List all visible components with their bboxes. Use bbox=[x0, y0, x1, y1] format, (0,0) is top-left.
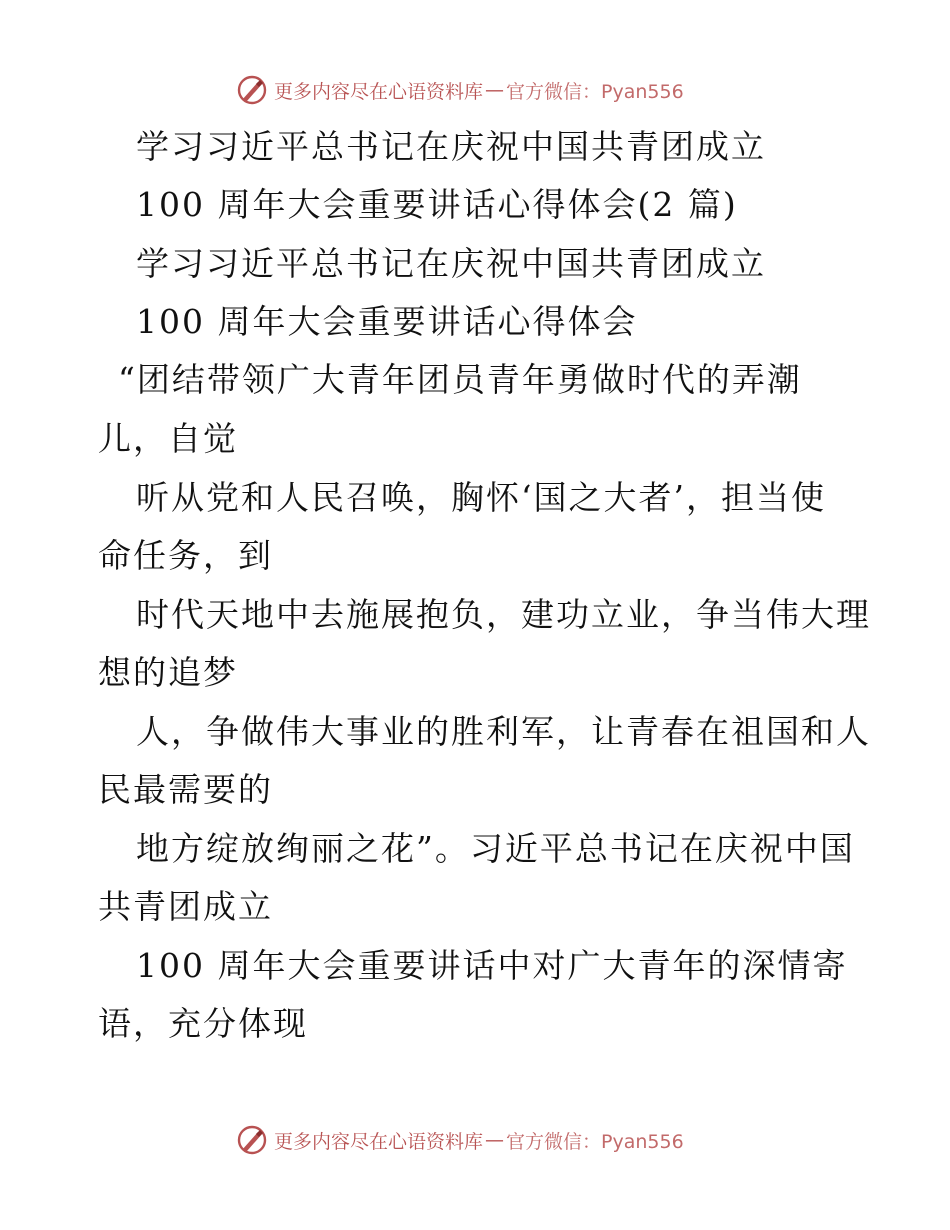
text-line: 地方绽放绚丽之花”。习近平总书记在庆祝中国 bbox=[136, 829, 855, 868]
watermark-text: 更多内容尽在心语资料库 bbox=[274, 1130, 484, 1153]
footer-watermark bbox=[236, 1123, 684, 1157]
text-line: 人，争做伟大事业的胜利军，让青春在祖国和人 bbox=[136, 712, 871, 751]
text-line: 学习习近平总书记在庆祝中国共青团成立 bbox=[136, 127, 766, 166]
text-line: 时代天地中去施展抱负，建功立业，争当伟大理 bbox=[136, 595, 871, 634]
quill-logo-icon bbox=[236, 1124, 268, 1156]
text-line: 民最需要的 bbox=[98, 770, 273, 809]
watermark-wechat: 官方微信：Pyan556 bbox=[506, 1130, 684, 1153]
text-line: 语，充分体现 bbox=[98, 1004, 308, 1043]
watermark-text: 更多内容尽在心语资料库 bbox=[274, 80, 484, 103]
text-line: 共青团成立 bbox=[98, 887, 273, 926]
text-line: 儿，自觉 bbox=[98, 419, 238, 458]
watermark-wechat: 官方微信：Pyan556 bbox=[506, 80, 684, 103]
text-line: 想的追梦 bbox=[98, 653, 238, 692]
text-line: “团结带领广大青年团员青年勇做时代的弄潮 bbox=[118, 360, 802, 399]
text-line: 100 周年大会重要讲话中对广大青年的深情寄 bbox=[136, 946, 848, 985]
header-watermark bbox=[236, 73, 684, 107]
watermark-separator: — bbox=[485, 1129, 505, 1151]
text-line: 100 周年大会重要讲话心得体会 bbox=[136, 302, 638, 341]
text-line: 学习习近平总书记在庆祝中国共青团成立 bbox=[136, 244, 766, 283]
text-line: 听从党和人民召唤，胸怀‘国之大者’，担当使 bbox=[136, 478, 826, 517]
watermark-separator: — bbox=[485, 79, 505, 101]
text-line: 100 周年大会重要讲话心得体会(2 篇) bbox=[136, 185, 738, 224]
text-line: 命任务，到 bbox=[98, 536, 273, 575]
quill-logo-icon bbox=[236, 74, 268, 106]
